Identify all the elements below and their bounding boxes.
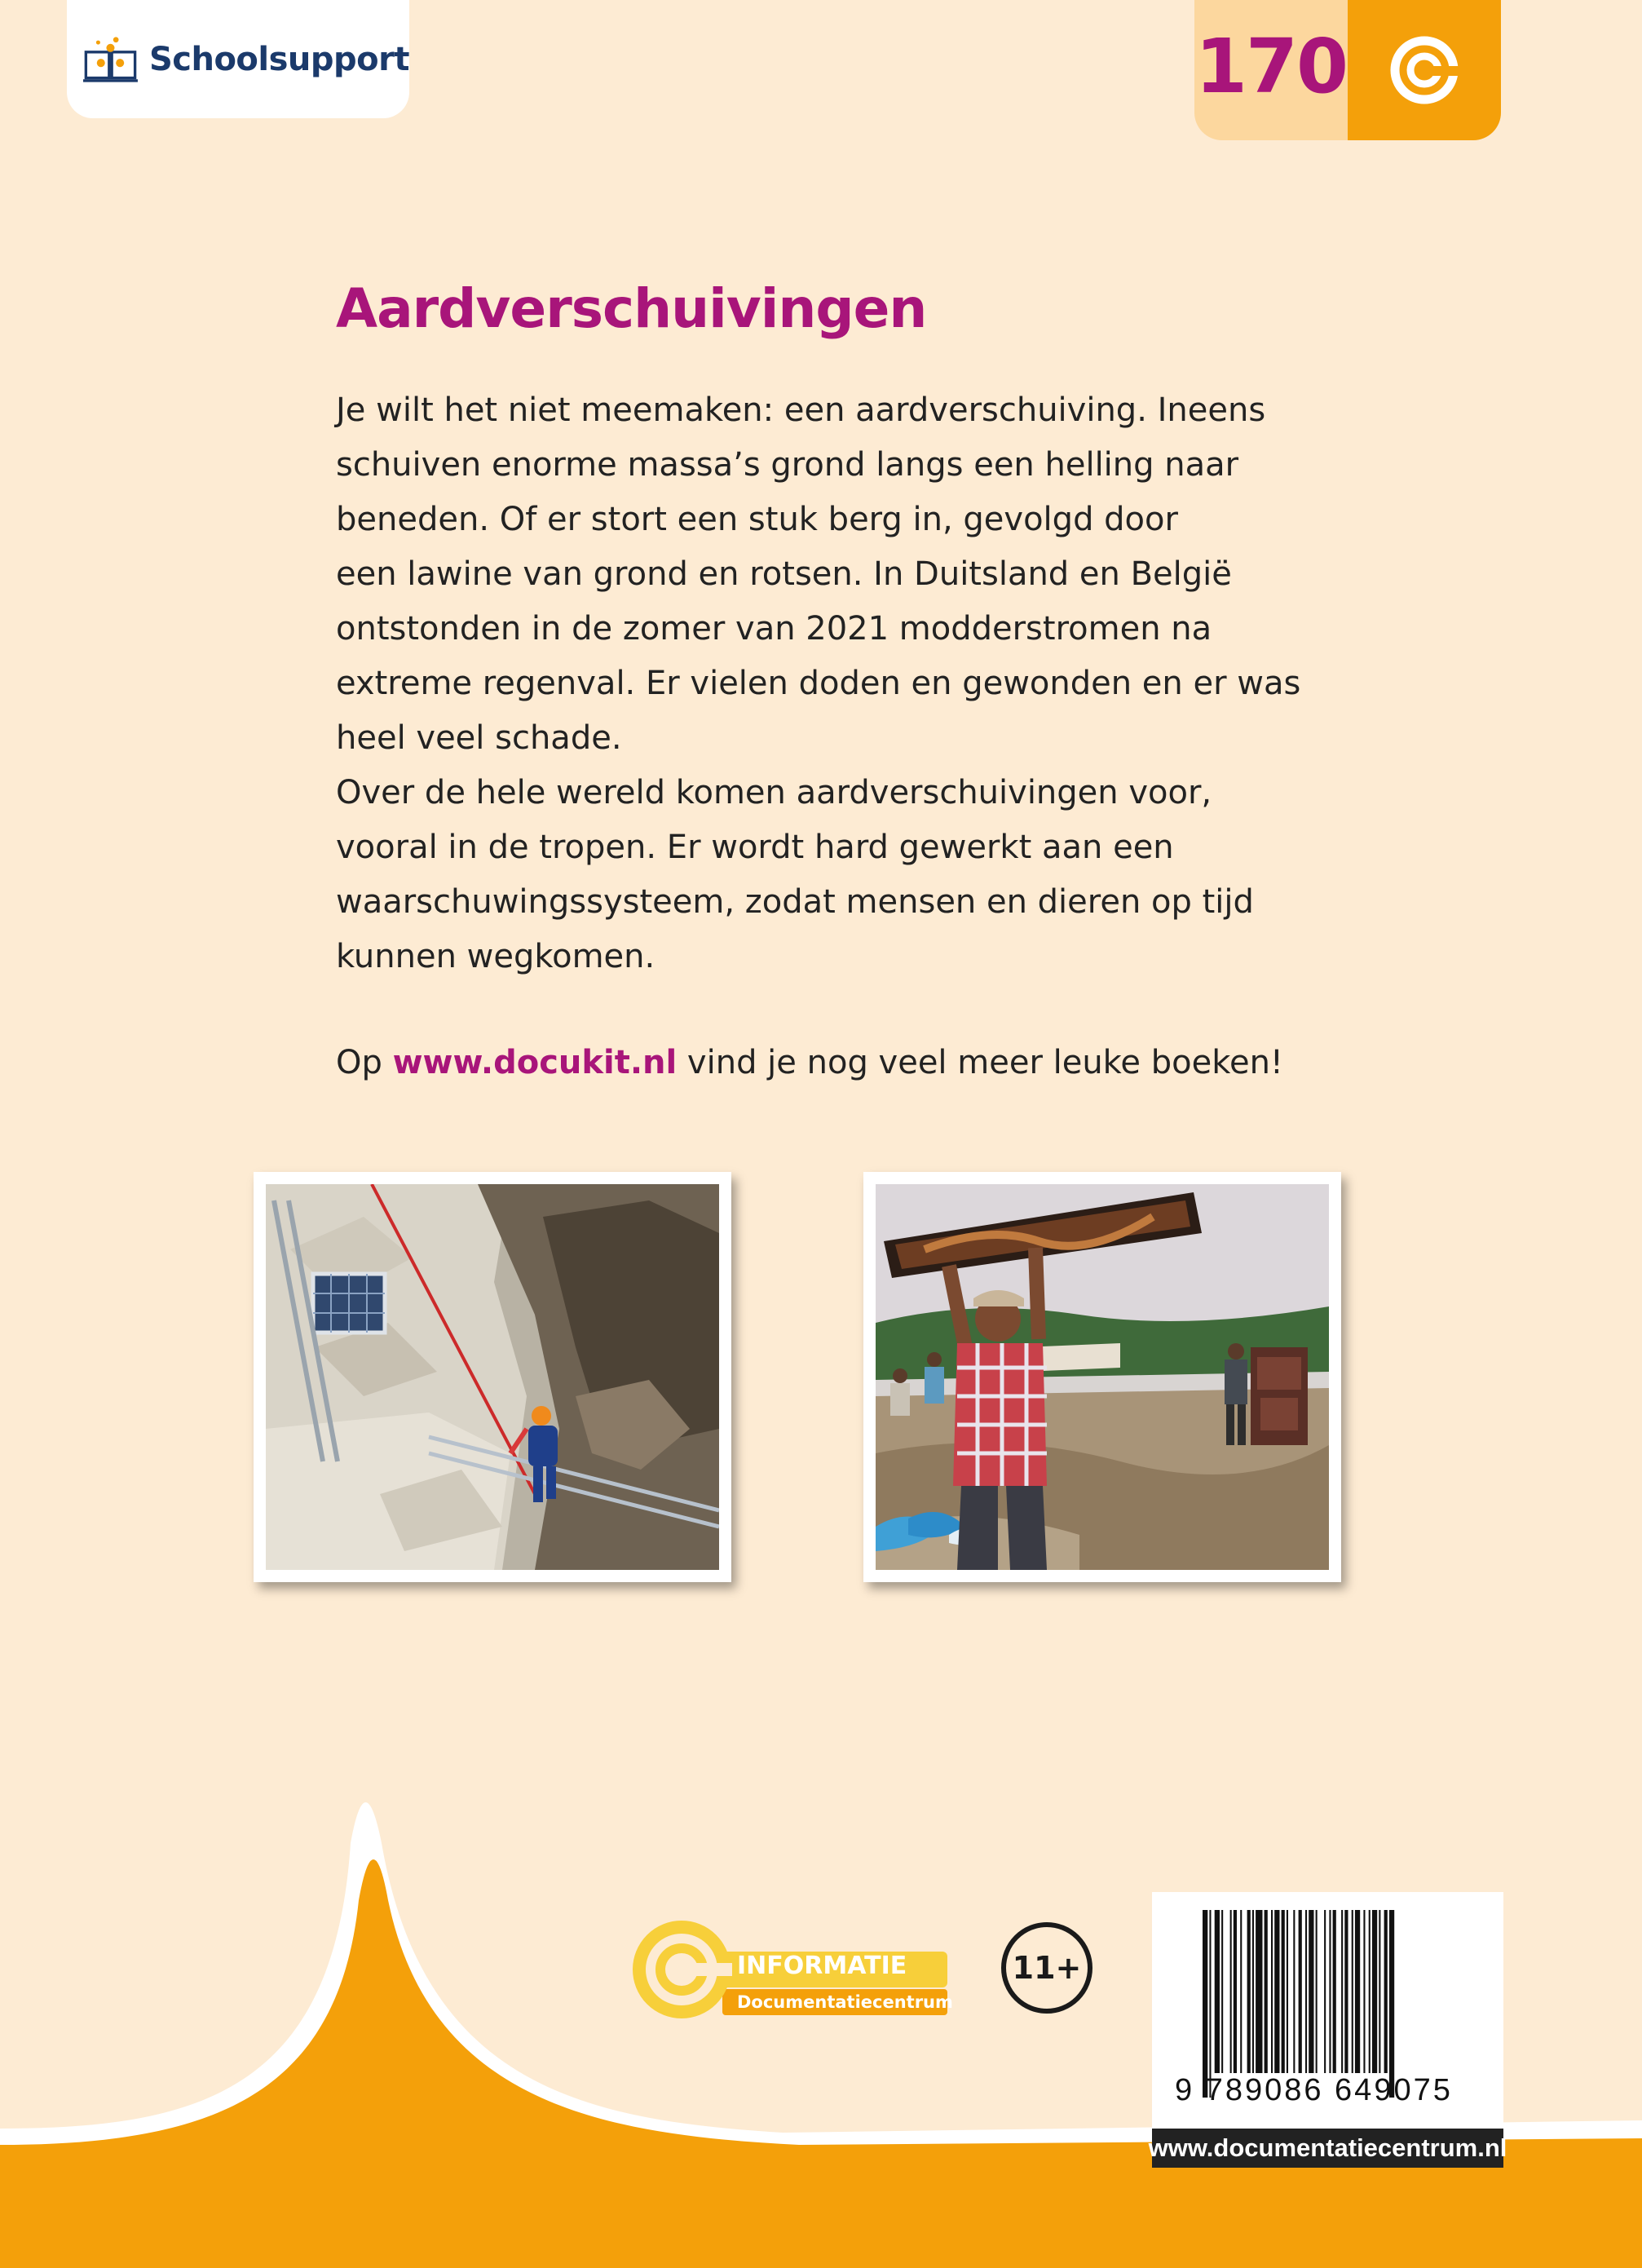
docukit-link[interactable]: www.docukit.nl [392, 1044, 678, 1081]
series-number: 170 [1194, 22, 1348, 110]
blurb-line: schuiven enorme massa’s grond langs een helling naar [336, 446, 1239, 484]
open-book-icon [83, 31, 138, 88]
blurb-line: beneden. Of er stort een stuk berg in, gevolgd door [336, 501, 1178, 538]
photo-mudslide-aftermath [863, 1172, 1341, 1582]
blurb-text [336, 383, 1331, 984]
promo-prefix: Op [336, 1044, 393, 1081]
isbn-barcode [1152, 1892, 1503, 2129]
rock-gorge-image [266, 1184, 719, 1570]
mudslide-image [876, 1184, 1329, 1570]
page-title: Aardverschuivingen [336, 277, 927, 340]
series-number-badge [1194, 0, 1501, 140]
photo-rock-gorge [254, 1172, 731, 1582]
age-rating-badge: 11+ [1001, 1922, 1092, 2014]
informatie-logo [633, 1921, 953, 2018]
blurb-line: vooral in de tropen. Er wordt hard gewerkt aan een [336, 829, 1174, 866]
blurb-line: ontstonden in de zomer van 2021 modderstromen na [336, 610, 1212, 648]
blurb-line: Over de hele wereld komen aardverschuivingen voor, [336, 774, 1212, 811]
blurb-line: waarschuwingssysteem, zodat mensen en dieren op tijd [336, 883, 1254, 921]
promo-line [336, 1044, 1283, 1081]
publisher-label: Documentatiecentrum [737, 1992, 953, 2012]
blurb-line: heel veel schade. [336, 719, 622, 757]
informatie-label: INFORMATIE [737, 1952, 907, 1980]
website-label: www.documentatiecentrum.nl [1152, 2129, 1503, 2168]
blurb-line: een lawine van grond en rotsen. In Duitsland en België [336, 555, 1232, 593]
spiral-icon [1388, 33, 1461, 107]
blurb-line: extreme regenval. Er vielen doden en gewonden en er was [336, 665, 1301, 702]
isbn-digits: 9 789086 649075 [1175, 2073, 1453, 2107]
blurb-line: Je wilt het niet meemaken: een aardverschuiving. Ineens [336, 391, 1266, 429]
blurb-line: kunnen wegkomen. [336, 938, 655, 975]
promo-suffix: vind je nog veel meer leuke boeken! [677, 1044, 1283, 1081]
schoolsupport-logo [67, 0, 409, 118]
brand-name: Schoolsupport [148, 40, 409, 78]
barcode-bars [1201, 1910, 1454, 2098]
